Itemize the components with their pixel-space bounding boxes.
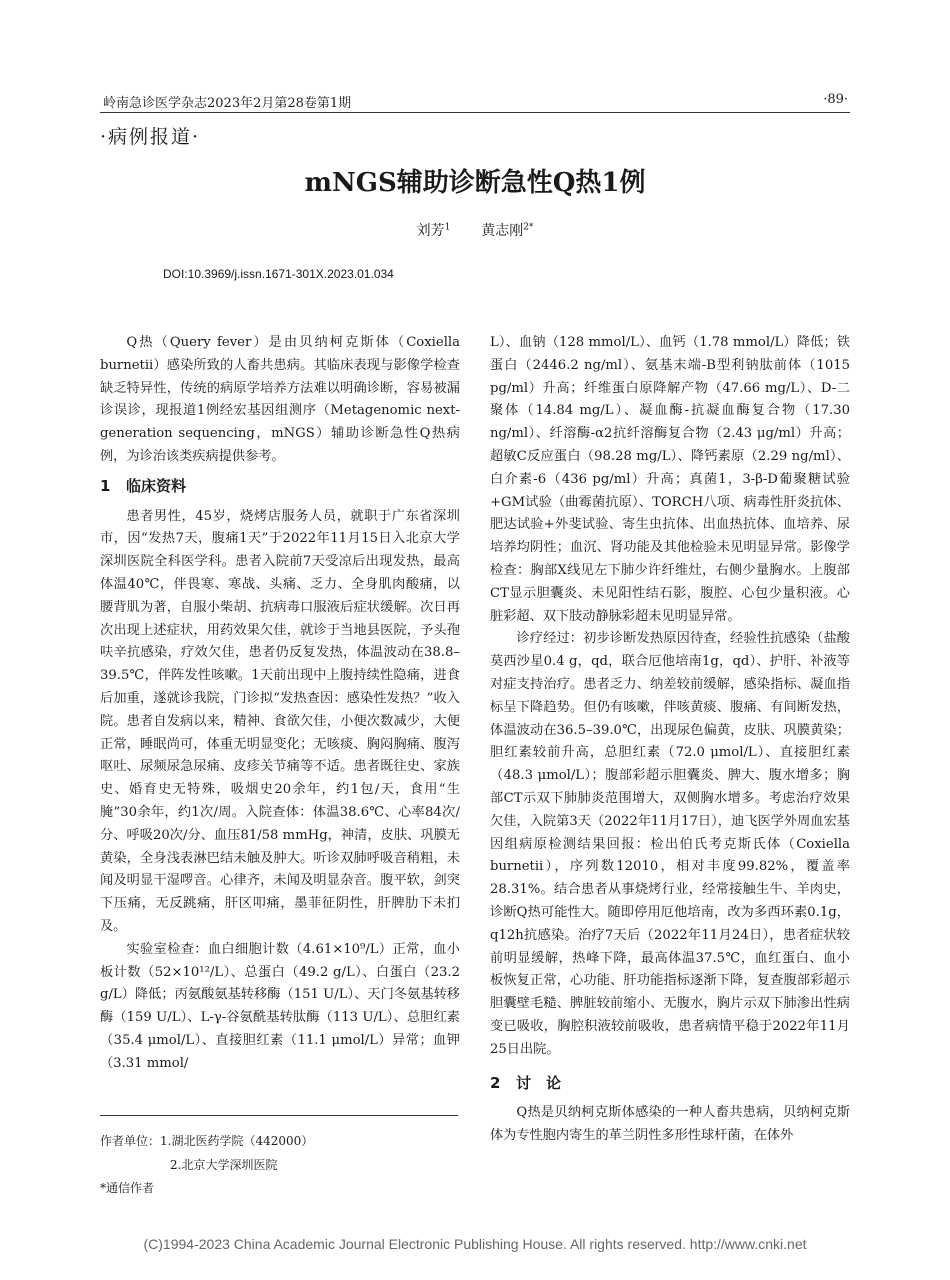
right-column [490,332,850,1148]
section-title: 讨 论 [516,1073,562,1092]
page-number: ·89· [823,92,848,107]
left-column [100,332,460,1076]
author-list [0,220,950,240]
section-label: ·病例报道· [100,126,201,148]
author-name: 黄志刚 [481,223,524,239]
article-title: mNGS辅助诊断急性Q热1例 [304,168,646,198]
affiliation-footnote: 2.北京大学深圳医院 [170,1158,278,1172]
body-paragraph-continued: L）、血钠（128 mmol/L）、血钙（1.78 mmol/L）降低；铁蛋白（2446.2 ng/ml）、氨基末端-B型利钠肽前体（1015 pg/ml）升高；纤维蛋白原降解产物（47.66 mg/L）、D-二聚体（14.84 mg/L）、凝血酶-抗凝血酶复合物（17.30 ng/ml）、纤溶酶-α2抗纤溶酶复合物（2.43 μg/ml）升高；超敏C反应蛋白（98.28 mg/L）、降钙素原（2.29 ng/ml）、白介素-6（436 pg/ml）升高；真菌1，3-β-D葡聚糖试验+GM试验（曲霉菌抗原）、TORCH八项、病毒性肝炎抗体、肥达试验+外斐试验、寄生虫抗体、出血热抗体、血培养、尿培养均阴性；血沉、肾功能及其他检验未见明显异常。影像学检查：胸部X线见左下肺少许纤维灶，右侧少量胸水。上腹部CT显示胆囊炎、未见阳性结石影，腹腔、心包少量积液。心脏彩超、双下肢动静脉彩超未见明显异常。 [490,335,850,624]
affiliation-footnote: 作者单位：1.湖北医药学院（442000） [100,1134,314,1148]
section-title: 临床资料 [126,476,187,495]
header-rule [100,112,850,113]
corresponding-author-note: *通信作者 [100,1181,155,1195]
body-paragraph: 患者男性，45岁，烧烤店服务人员，就职于广东省深圳市，因“发热7天，腹痛1天”于2022年11月15日入北京大学深圳医院全科医学科。患者入院前7天受凉后出现发热，最高体温40℃，伴畏寒、寒战、头痛、乏力、全身肌肉酸痛，以腰背肌为著，自服小柴胡、抗病毒口服液后症状缓解。次日再次出现上述症状，用药效果欠佳，就诊于当地县医院，予头孢呋辛抗感染，疗效欠佳，患者仍反复发热，体温波动在38.8–39.5℃，伴阵发性咳嗽。1天前出现中上腹持续性隐痛，进食后加重，遂就诊我院，门诊拟“发热查因：感染性发热？”收入院。患者自发病以来，精神、食欲欠佳，小便次数减少，大便正常，睡眠尚可，体重无明显变化；无咳痰、胸闷胸痛、腹泻呕吐、尿频尿急尿痛、皮疹关节痛等不适。患者既往史、家族史、婚育史无特殊，吸烟史20余年，约1包/天，食用“生腌”30余年，约1次/周。入院查体：体温38.6℃、心率84次/分、呼吸20次/分、血压81/58 mmHg，神清，皮肤、巩膜无黄染，全身浅表淋巴结未触及肿大。听诊双肺呼吸音稍粗，未闻及明显干湿啰音。心律齐，未闻及明显杂音。腹平软，剑突下压痛，无反跳痛，肝区叩痛，墨菲征阴性，肝脾肋下未扪及。 [100,508,460,934]
journal-header: 岭南急诊医学杂志2023年2月第28卷第1期 [103,96,352,111]
section-heading [100,475,460,498]
intro-paragraph: Q热（Query fever）是由贝纳柯克斯体（Coxiella burnetii）感染所致的人畜共患病。其临床表现与影像学检查缺乏特异性，传统的病原学培养方法难以明确诊断，容易被漏诊误诊，现报道1例经宏基因组测序（Metagenomic next-generation sequencing，mNGS）辅助诊断急性Q热病例，为诊治该类疾病提供参考。 [100,335,460,464]
footnote-rule [100,1115,458,1116]
section-number: 2 [490,1073,501,1092]
author-affiliation-mark: 2* [523,222,534,233]
section-number: 1 [100,476,111,495]
body-paragraph: Q热是贝纳柯克斯体感染的一种人畜共患病，贝纳柯克斯体为专性胞内寄生的革兰阴性多形性球杆菌，在体外 [490,1105,850,1144]
body-paragraph: 实验室检查：血白细胞计数（4.61×10⁹/L）正常，血小板计数（52×10¹²/L）、总蛋白（49.2 g/L）、白蛋白（23.2 g/L）降低；丙氨酸氨基转移酶（151 U/L）、天门冬氨基转移酶（159 U/L）、L-γ-谷氨酰基转肽酶（113 U/L）、总胆红素（35.4 μmol/L）、直接胆红素（11.1 μmol/L）异常；血钾（3.31 mmol/ [100,941,460,1071]
section-heading [490,1072,850,1095]
author-affiliation-mark: 1 [444,222,451,233]
copyright-notice: (C)1994-2023 China Academic Journal Electronic Publishing House. All rights reserved. http://www.cnki.net [143,1236,807,1252]
doi: DOI:10.3969/j.issn.1671-301X.2023.01.034 [163,267,394,281]
author-name: 刘芳 [416,223,445,239]
body-paragraph: 诊疗经过：初步诊断发热原因待查，经验性抗感染（盐酸莫西沙星0.4 g，qd，联合厄他培南1g，qd）、护肝、补液等对症支持治疗。患者乏力、纳差较前缓解，感染指标、凝血指标呈下降趋势。但仍有咳嗽，伴咳黄痰、腹痛、有间断发热，体温波动在36.5–39.0℃，出现尿色偏黄，皮肤、巩膜黄染；胆红素较前升高，总胆红素（72.0 μmol/L）、直接胆红素（48.3 μmol/L）；腹部彩超示胆囊炎、脾大、腹水增多；胸部CT示双下肺肺炎范围增大，双侧胸水增多。考虑治疗效果欠佳，入院第3天（2022年11月17日），迪飞医学外周血宏基因组病原检测结果回报：检出伯氏考克斯氏体（Coxiella burnetii），序列数12010，相对丰度99.82%，覆盖率28.31%。结合患者从事烧烤行业，经常接触生牛、羊肉史，诊断Q热可能性大。随即停用厄他培南，改为多西环素0.1g，q12h抗感染。治疗7天后（2022年11月24日），患者症状较前明显缓解，热峰下降，最高体温37.5℃，血红蛋白、血小板恢复正常，心功能、肝功能指标逐渐下降，复查腹部彩超示胆囊壁毛糙、脾脏较前缩小、无腹水，胸片示双下肺渗出性病变已吸收，胸腔积液较前吸收，患者病情平稳于2022年11月25日出院。 [490,631,850,1057]
